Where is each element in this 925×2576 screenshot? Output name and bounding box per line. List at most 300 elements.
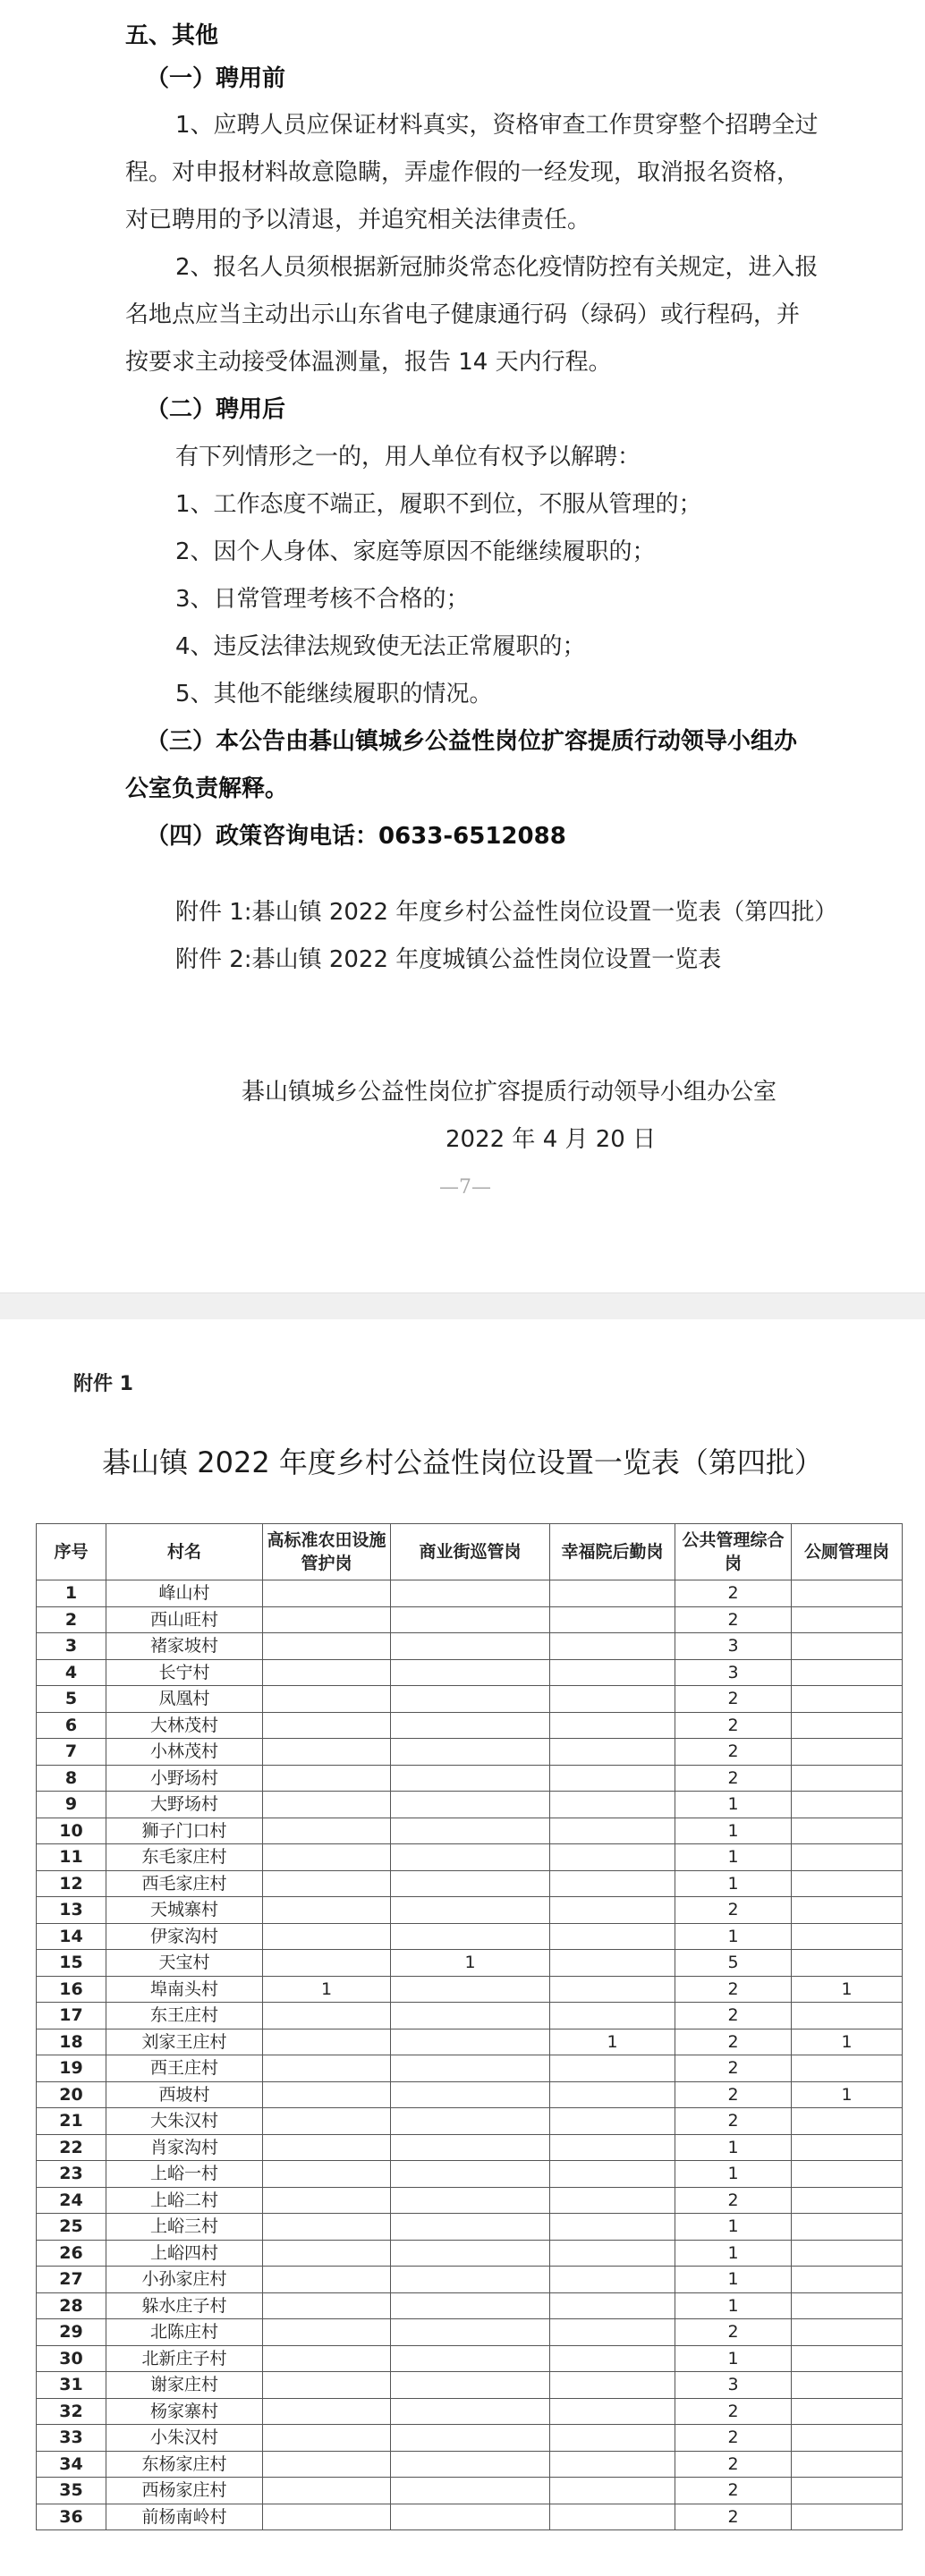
table-row [37,1659,903,1686]
cell-seq: 32 [37,2398,106,2425]
table-row [37,1976,903,2003]
cell-village: 东毛家庄村 [106,1844,263,1871]
table-row [37,2240,903,2267]
cell-farmland [263,2003,391,2029]
cell-farmland [263,2319,391,2346]
cell-welfare-home [550,2267,675,2293]
cell-public-mgmt: 1 [675,1870,792,1897]
cell-seq: 7 [37,1739,106,1766]
cell-street-patrol [391,2108,550,2135]
cell-village: 上峪二村 [106,2187,263,2214]
cell-farmland [263,2504,391,2530]
cell-street-patrol [391,1686,550,1713]
cell-public-mgmt: 2 [675,2398,792,2425]
cell-toilet-mgmt [792,1897,903,1924]
cell-welfare-home [550,2504,675,2530]
cell-street-patrol [391,1844,550,1871]
cell-village: 大野场村 [106,1792,263,1818]
cell-seq: 14 [37,1923,106,1950]
cell-seq: 34 [37,2451,106,2478]
table-row [37,2161,903,2188]
cell-farmland [263,2187,391,2214]
cell-welfare-home [550,2240,675,2267]
cell-public-mgmt: 2 [675,1580,792,1607]
cell-toilet-mgmt [792,2134,903,2161]
cell-street-patrol [391,1739,550,1766]
cell-public-mgmt: 1 [675,1792,792,1818]
cell-seq: 10 [37,1818,106,1844]
header-seq: 序号 [37,1524,106,1580]
cell-seq: 26 [37,2240,106,2267]
cell-seq: 6 [37,1712,106,1739]
table-row [37,2029,903,2055]
cell-toilet-mgmt [792,1818,903,1844]
cell-farmland [263,2055,391,2082]
section-heading: 五、其他 [125,22,219,49]
cell-public-mgmt: 2 [675,2187,792,2214]
cell-toilet-mgmt [792,2478,903,2504]
cell-village: 躲水庄子村 [106,2292,263,2319]
cell-street-patrol [391,1765,550,1792]
cell-village: 小野场村 [106,1765,263,1792]
paragraph-line: 有下列情形之一的，用人单位有权予以解聘： [175,444,641,470]
signature-date: 2022 年 4 月 20 日 [446,1126,657,1153]
cell-welfare-home [550,2214,675,2241]
table-row [37,1633,903,1660]
cell-village: 西毛家庄村 [106,1870,263,1897]
cell-farmland [263,1765,391,1792]
cell-village: 埠南头村 [106,1976,263,2003]
cell-seq: 13 [37,1897,106,1924]
cell-village: 西坡村 [106,2081,263,2108]
cell-seq: 3 [37,1633,106,1660]
cell-village: 前杨南岭村 [106,2504,263,2530]
cell-public-mgmt: 5 [675,1950,792,1977]
cell-farmland [263,1659,391,1686]
cell-toilet-mgmt [792,2398,903,2425]
positions-table [36,1523,903,2530]
cell-public-mgmt: 1 [675,2240,792,2267]
cell-public-mgmt: 2 [675,2003,792,2029]
table-title: 碁山镇 2022 年度乡村公益性岗位设置一览表（第四批） [102,1445,823,1479]
table-row [37,2504,903,2530]
cell-toilet-mgmt [792,2372,903,2399]
table-row [37,2425,903,2452]
cell-seq: 30 [37,2345,106,2372]
cell-welfare-home [550,2451,675,2478]
cell-welfare-home [550,2478,675,2504]
cell-toilet-mgmt [792,2003,903,2029]
cell-toilet-mgmt: 1 [792,2029,903,2055]
cell-welfare-home [550,2319,675,2346]
cell-seq: 5 [37,1686,106,1713]
cell-welfare-home [550,2134,675,2161]
cell-street-patrol [391,1712,550,1739]
list-item: 3、日常管理考核不合格的； [175,586,470,613]
cell-street-patrol [391,2187,550,2214]
cell-welfare-home [550,1950,675,1977]
cell-seq: 23 [37,2161,106,2188]
cell-seq: 28 [37,2292,106,2319]
cell-farmland [263,1633,391,1660]
cell-public-mgmt: 2 [675,2451,792,2478]
cell-welfare-home [550,1686,675,1713]
cell-farmland [263,2108,391,2135]
cell-seq: 2 [37,1606,106,1633]
cell-public-mgmt: 1 [675,1818,792,1844]
table-row [37,2267,903,2293]
table-row [37,2134,903,2161]
header-welfare-home: 幸福院后勤岗 [550,1524,675,1580]
cell-seq: 22 [37,2134,106,2161]
cell-seq: 36 [37,2504,106,2530]
cell-village: 大林茂村 [106,1712,263,1739]
table-row [37,2214,903,2241]
cell-welfare-home [550,1844,675,1871]
cell-street-patrol [391,2478,550,2504]
cell-public-mgmt: 2 [675,2478,792,2504]
cell-welfare-home [550,1580,675,1607]
cell-welfare-home [550,2108,675,2135]
cell-farmland [263,2029,391,2055]
cell-seq: 15 [37,1950,106,1977]
cell-village: 北陈庄村 [106,2319,263,2346]
cell-street-patrol [391,2081,550,2108]
cell-toilet-mgmt [792,1844,903,1871]
cell-farmland [263,1844,391,1871]
cell-street-patrol [391,2214,550,2241]
cell-street-patrol [391,2319,550,2346]
cell-street-patrol: 1 [391,1950,550,1977]
cell-public-mgmt: 2 [675,1606,792,1633]
cell-street-patrol [391,2425,550,2452]
cell-welfare-home [550,2161,675,2188]
cell-public-mgmt: 2 [675,1739,792,1766]
cell-toilet-mgmt [792,1659,903,1686]
table-row [37,1580,903,1607]
cell-public-mgmt: 1 [675,2134,792,2161]
header-street-patrol: 商业街巡管岗 [391,1524,550,1580]
cell-toilet-mgmt [792,1712,903,1739]
cell-village: 肖家沟村 [106,2134,263,2161]
cell-public-mgmt: 1 [675,2214,792,2241]
table-row [37,1950,903,1977]
cell-street-patrol [391,2451,550,2478]
cell-street-patrol [391,1923,550,1950]
cell-village: 上峪一村 [106,2161,263,2188]
cell-street-patrol [391,1659,550,1686]
header-farmland: 高标准农田设施管护岗 [263,1524,391,1580]
cell-street-patrol [391,2134,550,2161]
cell-street-patrol [391,2372,550,2399]
cell-street-patrol [391,2504,550,2530]
table-header-row [37,1524,903,1580]
cell-farmland [263,2425,391,2452]
header-village: 村名 [106,1524,263,1580]
cell-farmland [263,1712,391,1739]
cell-welfare-home [550,2398,675,2425]
cell-public-mgmt: 2 [675,1765,792,1792]
cell-toilet-mgmt: 1 [792,2081,903,2108]
cell-seq: 1 [37,1580,106,1607]
cell-toilet-mgmt [792,2187,903,2214]
cell-street-patrol [391,1976,550,2003]
cell-welfare-home [550,2345,675,2372]
cell-farmland [263,1606,391,1633]
table-row [37,2108,903,2135]
cell-welfare-home [550,1606,675,1633]
cell-toilet-mgmt [792,2425,903,2452]
cell-seq: 29 [37,2319,106,2346]
table-row [37,2055,903,2082]
cell-public-mgmt: 2 [675,2081,792,2108]
cell-toilet-mgmt [792,1580,903,1607]
cell-farmland [263,2345,391,2372]
cell-street-patrol [391,2003,550,2029]
cell-public-mgmt: 1 [675,2292,792,2319]
cell-toilet-mgmt [792,1739,903,1766]
cell-farmland [263,2398,391,2425]
cell-seq: 24 [37,2187,106,2214]
table-row [37,2345,903,2372]
cell-village: 西王庄村 [106,2055,263,2082]
cell-public-mgmt: 2 [675,1686,792,1713]
table-row [37,2319,903,2346]
cell-public-mgmt: 2 [675,2425,792,2452]
attachment-line: 附件 1:碁山镇 2022 年度乡村公益性岗位设置一览表（第四批） [175,899,838,926]
table-row [37,1686,903,1713]
cell-toilet-mgmt [792,2345,903,2372]
document-page-attachment [0,1319,925,2576]
cell-toilet-mgmt [792,2161,903,2188]
table-row [37,2478,903,2504]
paragraph-line: 1、应聘人员应保证材料真实，资格审查工作贯穿整个招聘全过 [175,112,819,139]
cell-village: 狮子门口村 [106,1818,263,1844]
cell-seq: 9 [37,1792,106,1818]
cell-seq: 16 [37,1976,106,2003]
sub3-heading-cont: 公室负责解释。 [125,775,289,802]
cell-street-patrol [391,2240,550,2267]
cell-street-patrol [391,2029,550,2055]
cell-welfare-home [550,1792,675,1818]
cell-farmland [263,2081,391,2108]
cell-village: 杨家寨村 [106,2398,263,2425]
cell-toilet-mgmt [792,2319,903,2346]
cell-welfare-home [550,2081,675,2108]
cell-seq: 21 [37,2108,106,2135]
cell-toilet-mgmt [792,2267,903,2293]
cell-welfare-home [550,2292,675,2319]
cell-farmland: 1 [263,1976,391,2003]
cell-toilet-mgmt [792,1686,903,1713]
cell-village: 上峪四村 [106,2240,263,2267]
cell-toilet-mgmt [792,2504,903,2530]
cell-street-patrol [391,2398,550,2425]
cell-street-patrol [391,1633,550,1660]
cell-welfare-home [550,2003,675,2029]
cell-toilet-mgmt [792,1633,903,1660]
cell-public-mgmt: 1 [675,2161,792,2188]
cell-public-mgmt: 2 [675,1897,792,1924]
cell-village: 小林茂村 [106,1739,263,1766]
cell-toilet-mgmt [792,1950,903,1977]
cell-village: 长宁村 [106,1659,263,1686]
cell-toilet-mgmt [792,2055,903,2082]
cell-welfare-home [550,1739,675,1766]
cell-welfare-home [550,1870,675,1897]
cell-public-mgmt: 1 [675,1923,792,1950]
table-row [37,1765,903,1792]
cell-toilet-mgmt [792,2292,903,2319]
cell-farmland [263,2240,391,2267]
cell-public-mgmt: 3 [675,1659,792,1686]
cell-welfare-home [550,1818,675,1844]
cell-village: 东杨家庄村 [106,2451,263,2478]
sub1-heading: （一）聘用前 [146,65,286,92]
cell-seq: 8 [37,1765,106,1792]
cell-public-mgmt: 1 [675,1844,792,1871]
cell-welfare-home [550,1897,675,1924]
cell-public-mgmt: 2 [675,1712,792,1739]
cell-farmland [263,2161,391,2188]
cell-farmland [263,2451,391,2478]
cell-village: 小孙家庄村 [106,2267,263,2293]
cell-public-mgmt: 3 [675,2372,792,2399]
cell-village: 西山旺村 [106,1606,263,1633]
cell-street-patrol [391,1897,550,1924]
cell-farmland [263,2292,391,2319]
cell-farmland [263,1739,391,1766]
cell-welfare-home [550,2055,675,2082]
cell-seq: 20 [37,2081,106,2108]
table-row [37,2003,903,2029]
header-public-mgmt: 公共管理综合岗 [675,1524,792,1580]
table-row [37,2187,903,2214]
table-row [37,1792,903,1818]
list-item: 1、工作态度不端正，履职不到位，不服从管理的； [175,491,702,518]
cell-welfare-home [550,2372,675,2399]
cell-toilet-mgmt [792,2451,903,2478]
cell-seq: 33 [37,2425,106,2452]
table-row [37,1897,903,1924]
list-item: 5、其他不能继续履职的情况。 [175,681,493,708]
cell-village: 小朱汉村 [106,2425,263,2452]
cell-village: 谢家庄村 [106,2372,263,2399]
cell-farmland [263,2372,391,2399]
cell-street-patrol [391,1792,550,1818]
cell-public-mgmt: 1 [675,2345,792,2372]
cell-public-mgmt: 2 [675,2319,792,2346]
cell-welfare-home [550,1765,675,1792]
table-row [37,1870,903,1897]
cell-farmland [263,1950,391,1977]
cell-public-mgmt: 2 [675,2108,792,2135]
attachment-line: 附件 2:碁山镇 2022 年度城镇公益性岗位设置一览表 [175,946,722,973]
cell-farmland [263,2267,391,2293]
cell-seq: 31 [37,2372,106,2399]
table-row [37,1606,903,1633]
cell-street-patrol [391,2292,550,2319]
cell-welfare-home [550,1659,675,1686]
table-row [37,2451,903,2478]
cell-seq: 19 [37,2055,106,2082]
cell-public-mgmt: 2 [675,2055,792,2082]
paragraph-line: 按要求主动接受体温测量，报告 14 天内行程。 [125,349,612,376]
cell-public-mgmt: 2 [675,2504,792,2530]
table-row [37,1923,903,1950]
table-row [37,2292,903,2319]
cell-farmland [263,1897,391,1924]
cell-farmland [263,1686,391,1713]
table-row [37,1844,903,1871]
cell-welfare-home [550,1633,675,1660]
cell-welfare-home [550,2425,675,2452]
cell-toilet-mgmt [792,1606,903,1633]
cell-street-patrol [391,1870,550,1897]
cell-seq: 25 [37,2214,106,2241]
cell-farmland [263,1792,391,1818]
attachment-label: 附件 1 [73,1373,133,1395]
table-row [37,1712,903,1739]
list-item: 2、因个人身体、家庭等原因不能继续履职的； [175,538,656,565]
paragraph-line: 对已聘用的予以清退，并追究相关法律责任。 [125,207,591,233]
cell-farmland [263,2214,391,2241]
cell-village: 峰山村 [106,1580,263,1607]
paragraph-line: 名地点应当主动出示山东省电子健康通行码（绿码）或行程码，并 [125,301,801,328]
cell-village: 刘家王庄村 [106,2029,263,2055]
cell-village: 伊家沟村 [106,1923,263,1950]
cell-welfare-home: 1 [550,2029,675,2055]
cell-street-patrol [391,1606,550,1633]
cell-village: 天城寨村 [106,1897,263,1924]
cell-seq: 17 [37,2003,106,2029]
cell-welfare-home [550,1976,675,2003]
page-number: —7— [439,1176,491,1199]
sub4-contact: （四）政策咨询电话：0633-6512088 [146,823,566,850]
cell-street-patrol [391,2267,550,2293]
cell-street-patrol [391,1818,550,1844]
sub3-heading: （三）本公告由碁山镇城乡公益性岗位扩容提质行动领导小组办 [146,728,798,755]
cell-toilet-mgmt [792,1792,903,1818]
table-row [37,2372,903,2399]
cell-street-patrol [391,1580,550,1607]
table-row [37,2398,903,2425]
cell-toilet-mgmt [792,2108,903,2135]
cell-village: 东王庄村 [106,2003,263,2029]
cell-public-mgmt: 1 [675,2267,792,2293]
cell-seq: 4 [37,1659,106,1686]
cell-street-patrol [391,2345,550,2372]
table-row [37,1818,903,1844]
cell-street-patrol [391,2161,550,2188]
cell-farmland [263,2478,391,2504]
cell-welfare-home [550,1923,675,1950]
cell-village: 天宝村 [106,1950,263,1977]
cell-welfare-home [550,1712,675,1739]
cell-street-patrol [391,2055,550,2082]
cell-village: 大朱汉村 [106,2108,263,2135]
cell-village: 凤凰村 [106,1686,263,1713]
cell-toilet-mgmt: 1 [792,1976,903,2003]
sub2-heading: （二）聘用后 [146,396,286,423]
page-separator [0,1292,925,1320]
cell-seq: 18 [37,2029,106,2055]
paragraph-line: 程。对申报材料故意隐瞒，弄虚作假的一经发现，取消报名资格， [125,159,801,186]
cell-public-mgmt: 2 [675,1976,792,2003]
cell-toilet-mgmt [792,1765,903,1792]
cell-seq: 11 [37,1844,106,1871]
cell-seq: 27 [37,2267,106,2293]
